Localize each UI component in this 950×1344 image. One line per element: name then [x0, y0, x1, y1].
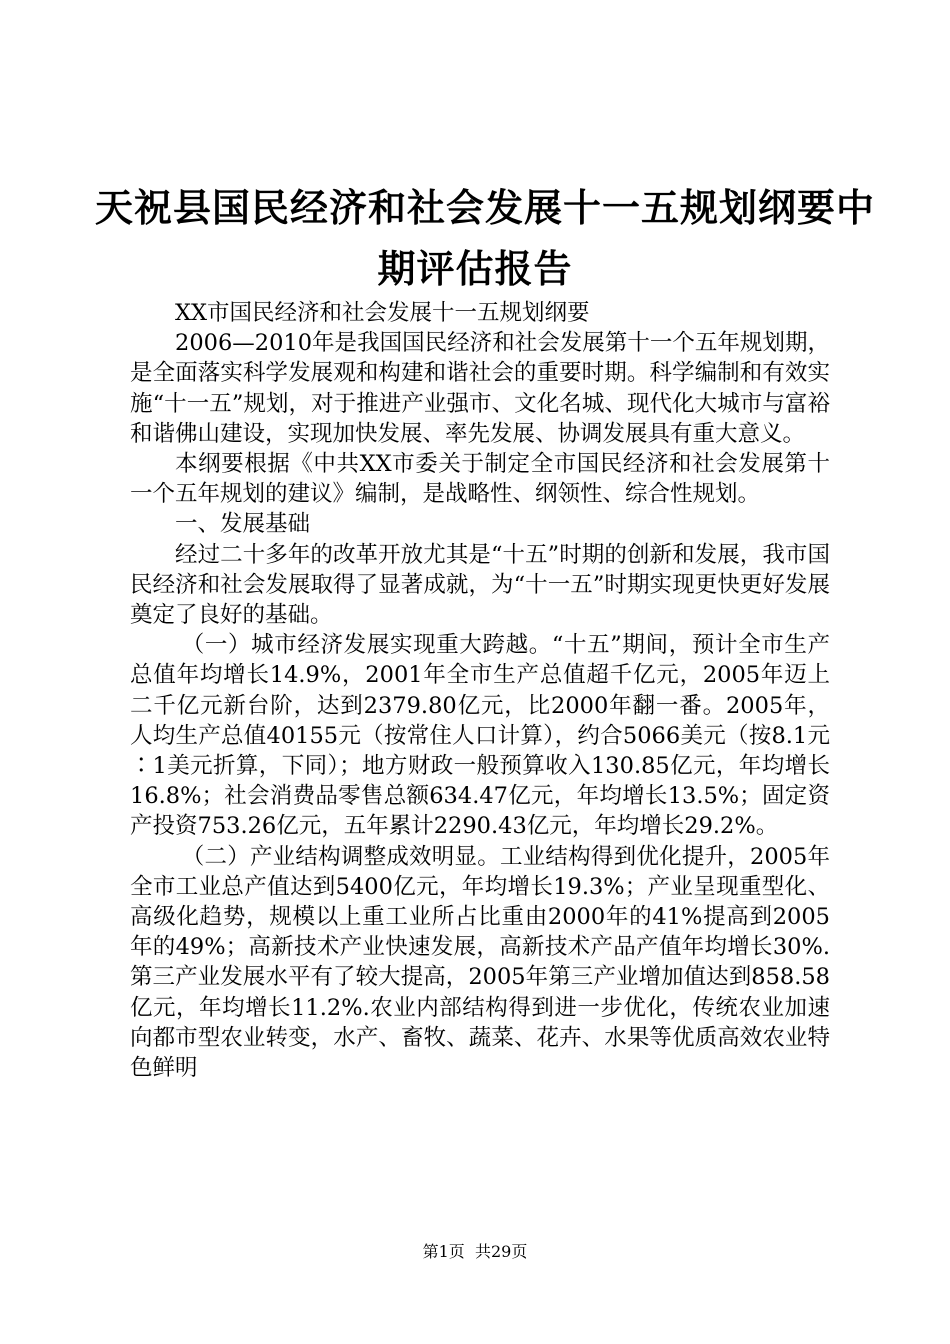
document-title-line-1: 天祝县国民经济和社会发展十一五规划纲要中 — [95, 185, 876, 230]
document-title-line-2: 期评估报告 — [377, 246, 573, 291]
paragraph-subtitle: XX市国民经济和社会发展十一五规划纲要 — [175, 300, 590, 326]
paragraph-intro: 2006—2010年是我国国民经济和社会发展第十一个五年规划期，是全面落实科学发展观和构建和谐社会的重要时期。科学编制和有效实施“十一五”规划，对于推进产业强市、文化名城、现代化大城市与富裕和谐佛山建设，实现加快发展、率先发展、协调发展具有重大意义。 — [130, 330, 830, 447]
paragraph-achievements: 经过二十多年的改革开放尤其是“十五”时期的创新和发展，我市国民经济和社会发展取得了显著成就，为“十一五”时期实现更快更好发展奠定了良好的基础。 — [130, 541, 830, 629]
document-body — [130, 298, 830, 1083]
paragraph-economic-growth: （一）城市经济发展实现重大跨越。“十五”期间，预计全市生产总值年均增长14.9%，2001年全市生产总值超千亿元，2005年迈上二千亿元新台阶，达到2379.80亿元，比2000年翻一番。2005年，人均生产总值40155元（按常住人口计算），约合5066美元（按8.1元∶1美元折算，下同）；地方财政一般预算收入130.85亿元，年均增长16.8%；社会消费品零售总额634.47亿元，年均增长13.5%；固定资产投资753.26亿元，五年累计2290.43亿元，年均增长29.2%。 — [130, 632, 830, 840]
page-number: 第1页 — [422, 1242, 465, 1261]
page-footer — [0, 1242, 950, 1262]
section-heading-development-basis: 一、发展基础 — [175, 511, 311, 538]
paragraph-industrial-structure: （二）产业结构调整成效明显。工业结构得到优化提升，2005年全市工业总产值达到5400亿元，年均增长19.3%；产业呈现重型化、高级化趋势，规模以上重工业所占比重由2000年的41%提高到2005年的49%；高新技术产业快速发展，高新技术产品产值年均增长30%.第三产业发展水平有了较大提高，2005年第三产业增加值达到858.58亿元，年均增长11.2%.农业内部结构得到进一步优化，传统农业加速向都市型农业转变，水产、畜牧、蔬菜、花卉、水果等优质高效农业特色鲜明 — [130, 843, 830, 1082]
page-total: 共29页 — [474, 1242, 528, 1261]
paragraph-basis: 本纲要根据《中共XX市委关于制定全市国民经济和社会发展第十一个五年规划的建议》编制，是战略性、纲领性、综合性规划。 — [130, 451, 830, 508]
